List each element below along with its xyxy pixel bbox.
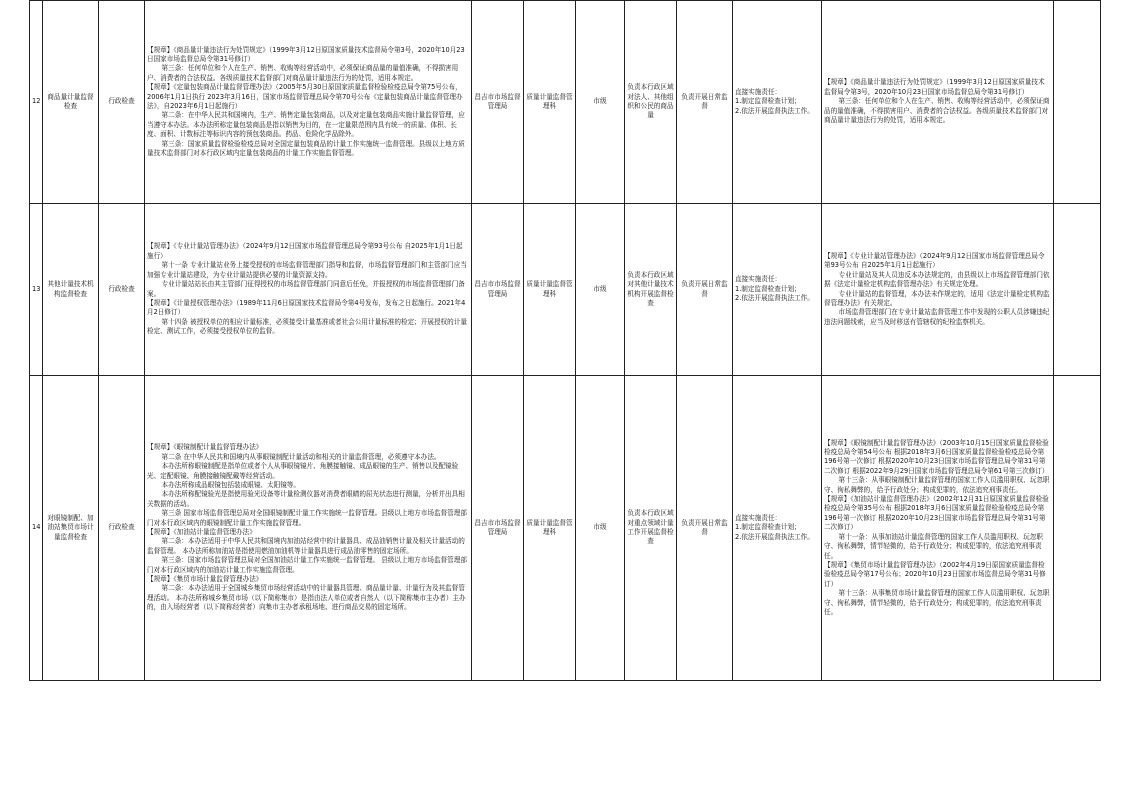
basis-paragraph: 第二条：在中华人民共和国境内，生产、销售定量包装商品，以及对定量包装商品实施计量监督管理，应当遵守本办法。本办法所称定量包装商品是指以销售为目的，在一定量限范围内具有统一的质量、体积、长度、面积、计数标注等标识内容的预包装商品。药品、危险化学品除外。 xyxy=(147,111,465,139)
item-name: 商品量计量监督检查 xyxy=(43,1,99,204)
basis-paragraph: 【规章】《加油站计量监督管理办法》 xyxy=(147,528,256,536)
duty-line: 1.制定监督检查计划； xyxy=(735,97,801,106)
duty-line: 直接实施责任： xyxy=(735,275,782,284)
basis-paragraph: 第三条：国家质量监督检验检疫总局对全国定量包装商品的计量工作实施统一监督管理。县级以上地方质量技术监督部门对本行政区域内定量包装商品的计量工作实施监督管理。 xyxy=(147,139,465,158)
responsible-dept: 质量计量监督管理科 xyxy=(524,204,576,376)
basis-paragraph: 【规章】《商品量计量违法行为处罚规定》（1999年3月12日原国家质量技术监督局令第3号，2020年10月23日国家市场监督总局令第31号修订） xyxy=(147,45,465,63)
inspection-target: 负责本行政区域对其他计量技术机构开展监督检查 xyxy=(625,204,677,376)
duty-line: 2.依法开展监督执法工作。 xyxy=(735,106,814,115)
legal-basis xyxy=(145,376,472,681)
penalty-paragraph: 专业计量站的监督管理，本办法未作规定的，适用《法定计量检定机构监督管理办法》有关规定。 xyxy=(824,289,1050,307)
penalty-paragraph: 【规章】《专业计量站管理办法》（2024年9月12日国家市场监督管理总局令第93号公布 自2025年1月1日起施行） xyxy=(824,251,1045,270)
penalty-paragraph: 第十三条：从事集贸市场计量监督管理的国家工作人员滥用职权、玩忽职守、徇私舞弊，情节轻微的，给予行政处分；构成犯罪的，依法追究刑事责任。 xyxy=(824,589,1050,616)
implementing-org: 昌吉市市场监督管理局 xyxy=(472,376,524,681)
penalty-paragraph: 【规章】《商品量计量违法行为处罚规定》（1999年3月12日原国家质量技术监督局令第3号，2020年10月23日国家市场监督总局令第31号修订） xyxy=(824,78,1045,96)
remarks-cell xyxy=(1054,204,1101,376)
penalty-paragraph: 【规章】《眼镜制配计量监督管理办法》（2003年10月15日国家质量监督检验检疫总局令第54号公布 根据2018年3月6日国家质量监督检验检疫总局令第196号第一次修订 根据2020年10月23日国家市场监督管理总局令第31号第二次修订 根据2022年9月29日国家市场监督管理总局令第61号第三次修订） xyxy=(824,438,1049,475)
admin-level: 市级 xyxy=(576,204,625,376)
basis-paragraph: 本办法所称配镜验光是指使用验光设备等计量检测仪器对消费者眼睛的屈光状态进行测量，分析并出具相关数据的活动。 xyxy=(147,490,465,508)
penalty-paragraph: 专业计量站及其人员违反本办法规定的，由县级以上市场监督管理部门依据《法定计量检定机构监督管理办法》有关规定处理。 xyxy=(824,270,1050,289)
basis-paragraph: 本办法所称眼镜制配是指单位或者个人从事眼镜镜片、角膜接触镜、成品眼镜的生产、销售以及配镜验光、定配眼镜、角膜接触镜配戴等经营活动。 xyxy=(147,462,459,480)
penalty-paragraph: 第三条：任何单位和个人在生产、销售、收购等经营活动中，必须保证商品的量值准确，不得损害用户、消费者的合法权益。各级质量技术监督部门对商品量计量违法行为的处罚，适用本规定。 xyxy=(824,97,1050,125)
implementing-org: 昌吉市市场监督管理局 xyxy=(472,204,524,376)
basis-paragraph: 【规章】《眼镜制配计量监督管理办法》 xyxy=(147,443,263,452)
basis-paragraph: 【规章】《专业计量站管理办法》（2024年9月12日国家市场监督管理总局令第93号公布 自2025年1月1日起施行） xyxy=(147,242,463,260)
basis-paragraph: 第三条：国家市场监督管理总局对全国加油站计量工作实施统一监督管理。 县级以上地方市场监督管理部门对本行政区域内的加油站计量工作实施监督管理。 xyxy=(147,556,467,574)
table-row xyxy=(30,1,1101,204)
row-number: 12 xyxy=(30,1,43,204)
penalty-paragraph: 市场监督管理部门在专业计量站监督管理工作中发现的公职人员涉嫌违纪违法问题线索，应当及时移送有管辖权的纪检监察机关。 xyxy=(824,308,1050,326)
duty-line: 直接实施责任： xyxy=(735,513,782,522)
legal-basis xyxy=(145,204,472,376)
inspection-method: 负责开展日常监督 xyxy=(677,204,733,376)
inspection-method: 负责开展日常监督 xyxy=(677,376,733,681)
inspection-table xyxy=(29,0,1101,681)
remarks-cell xyxy=(1054,376,1101,681)
item-type: 行政检查 xyxy=(99,1,145,204)
duty-line: 1.制定监督检查计划； xyxy=(735,284,801,293)
basis-paragraph: 第三条 国家市场监督管理总局对全国眼镜制配计量工作实施统一监督管理。县级以上地方市场监督管理部门对本行政区域内的眼镜制配计量工作实施监督管理。 xyxy=(147,509,467,527)
accountability-basis xyxy=(822,204,1054,376)
basis-paragraph: 专业计量站站长由其主管部门征得授权的市场监督管理部门同意后任免，并报授权的市场监督管理部门备案。 xyxy=(147,280,465,298)
basis-paragraph: 第十四条 被授权单位的相应计量标准，必须接受计量基准或者社会公用计量标准的检定；开展授权的计量检定、测试工作，必须接受授权单位的监督。 xyxy=(147,317,467,336)
penalty-paragraph: 第十一条：从事加油站计量监督管理的国家工作人员滥用职权、玩忽职守、徇私舞弊，情节轻微的，给予行政处分；构成犯罪的，依法追究刑事责任。 xyxy=(824,532,1043,560)
penalty-paragraph: 【规章】《加油站计量监督管理办法》（2002年12月31日原国家质量监督检验检疫总局令第35号公布 根据2018年3月6日国家质量监督检验检疫总局令第196号第一次修订 根据2020年10月23日国家市场监督管理总局令第31号第二次修订） xyxy=(824,495,1049,532)
row-number: 13 xyxy=(30,204,43,376)
penalty-paragraph: 第十三条：从事眼镜制配计量监督管理的国家工作人员滥用职权、玩忽职守、徇私舞弊的，给予行政处分；构成犯罪的，依法追究刑事责任。 xyxy=(824,476,1050,494)
inspection-method: 负责开展日常监督 xyxy=(677,1,733,204)
accountability-basis xyxy=(822,376,1054,681)
inspection-target: 负责本行政区域对重点领域计量工作开展监督检查 xyxy=(625,376,677,681)
basis-paragraph: 第十一条 专业计量站业务上接受授权的市场监督管理部门指导和监督，市场监督管理部门和主管部门应当加强专业计量站建设，为专业计量站提供必要的计量资源支持。 xyxy=(147,261,467,279)
item-name: 其他计量技术机构监督检查 xyxy=(43,204,99,376)
row-number: 14 xyxy=(30,376,43,681)
implementing-org: 昌吉市市场监督管理局 xyxy=(472,1,524,204)
responsibility xyxy=(733,1,822,204)
table-row xyxy=(30,204,1101,376)
responsible-dept: 质量计量监督管理科 xyxy=(524,376,576,681)
inspection-target: 负责本行政区域对法人、其他组织和公民的商品量 xyxy=(625,1,677,204)
duty-line: 1.制定监督检查计划； xyxy=(735,523,801,532)
duty-line: 直接实施责任： xyxy=(735,87,782,96)
penalty-paragraph: 【规章】《集贸市场计量监督管理办法》（2002年4月19日原国家质量监督检验检疫总局令第17号公布；2020年10月23日国家市场监督总局令第31号修订） xyxy=(824,560,1046,588)
table-row xyxy=(30,376,1101,681)
basis-paragraph: 【规章】《集贸市场计量监督管理办法》 xyxy=(147,575,263,584)
basis-paragraph: 第三条：任何单位和个人在生产、销售、收购等经营活动中，必须保证商品量的量值准确，不得损害用户、消费者的合法权益。各级质量技术监督部门对商品量计量违法行为的处罚，适用本规定。 xyxy=(147,64,459,82)
basis-paragraph: 本办法所称成品眼镜包括装成眼镜、太阳镜等。 xyxy=(161,480,300,489)
basis-paragraph: 第二条：本办法适用于中华人民共和国境内加油站经营中的计量器具、成品油销售计量及相关计量活动的监督管理。 本办法所称加油站是指使用燃油加油机等计量器具进行成品油零售的固定场所。 xyxy=(147,537,465,555)
duty-line: 2.依法开展监督执法工作。 xyxy=(735,294,814,303)
basis-paragraph: 【规章】《定量包装商品计量监督管理办法》（2005年5月30日原国家质量监督检验检疫总局令第75号公布，2006年1月1日执行 2023年3月16日，国家市场监督管理总局令第70号公布《定量包装商品计量监督管理办法》，自2023年6月1日起施行） xyxy=(147,83,463,110)
accountability-basis xyxy=(822,1,1054,204)
basis-paragraph: 第二条：本办法适用于全国城乡集贸市场经营活动中的计量器具管理、商品量计量、计量行为及其监督管理活动。 本办法所称城乡集贸市场（以下简称集市）是指由法人单位或者自然人（以下简称集市主办者）主办的，由入场经营者（以下简称经营者）向集市主办者承租场地、进行商品交易的固定场所。 xyxy=(147,584,466,612)
responsibility xyxy=(733,204,822,376)
legal-basis xyxy=(145,1,472,204)
basis-paragraph: 【规章】《计量授权管理办法》（1989年11月6日原国家技术监督局令第4号发布，发布之日起施行。2021年4月2日修订） xyxy=(147,298,466,317)
duty-line: 2.依法开展监督执法工作。 xyxy=(735,532,814,541)
item-type: 行政检查 xyxy=(99,204,145,376)
admin-level: 市级 xyxy=(576,376,625,681)
item-name: 对眼镜制配、加油站集贸市场计量监督检查 xyxy=(43,376,99,681)
remarks-cell xyxy=(1054,1,1101,204)
responsible-dept: 质量计量监督管理科 xyxy=(524,1,576,204)
basis-paragraph: 第二条 在中华人民共和国境内从事眼镜制配计量活动和相关的计量监督管理，必须遵守本办法。 xyxy=(161,452,441,461)
item-type: 行政检查 xyxy=(99,376,145,681)
responsibility xyxy=(733,376,822,681)
admin-level: 市级 xyxy=(576,1,625,204)
